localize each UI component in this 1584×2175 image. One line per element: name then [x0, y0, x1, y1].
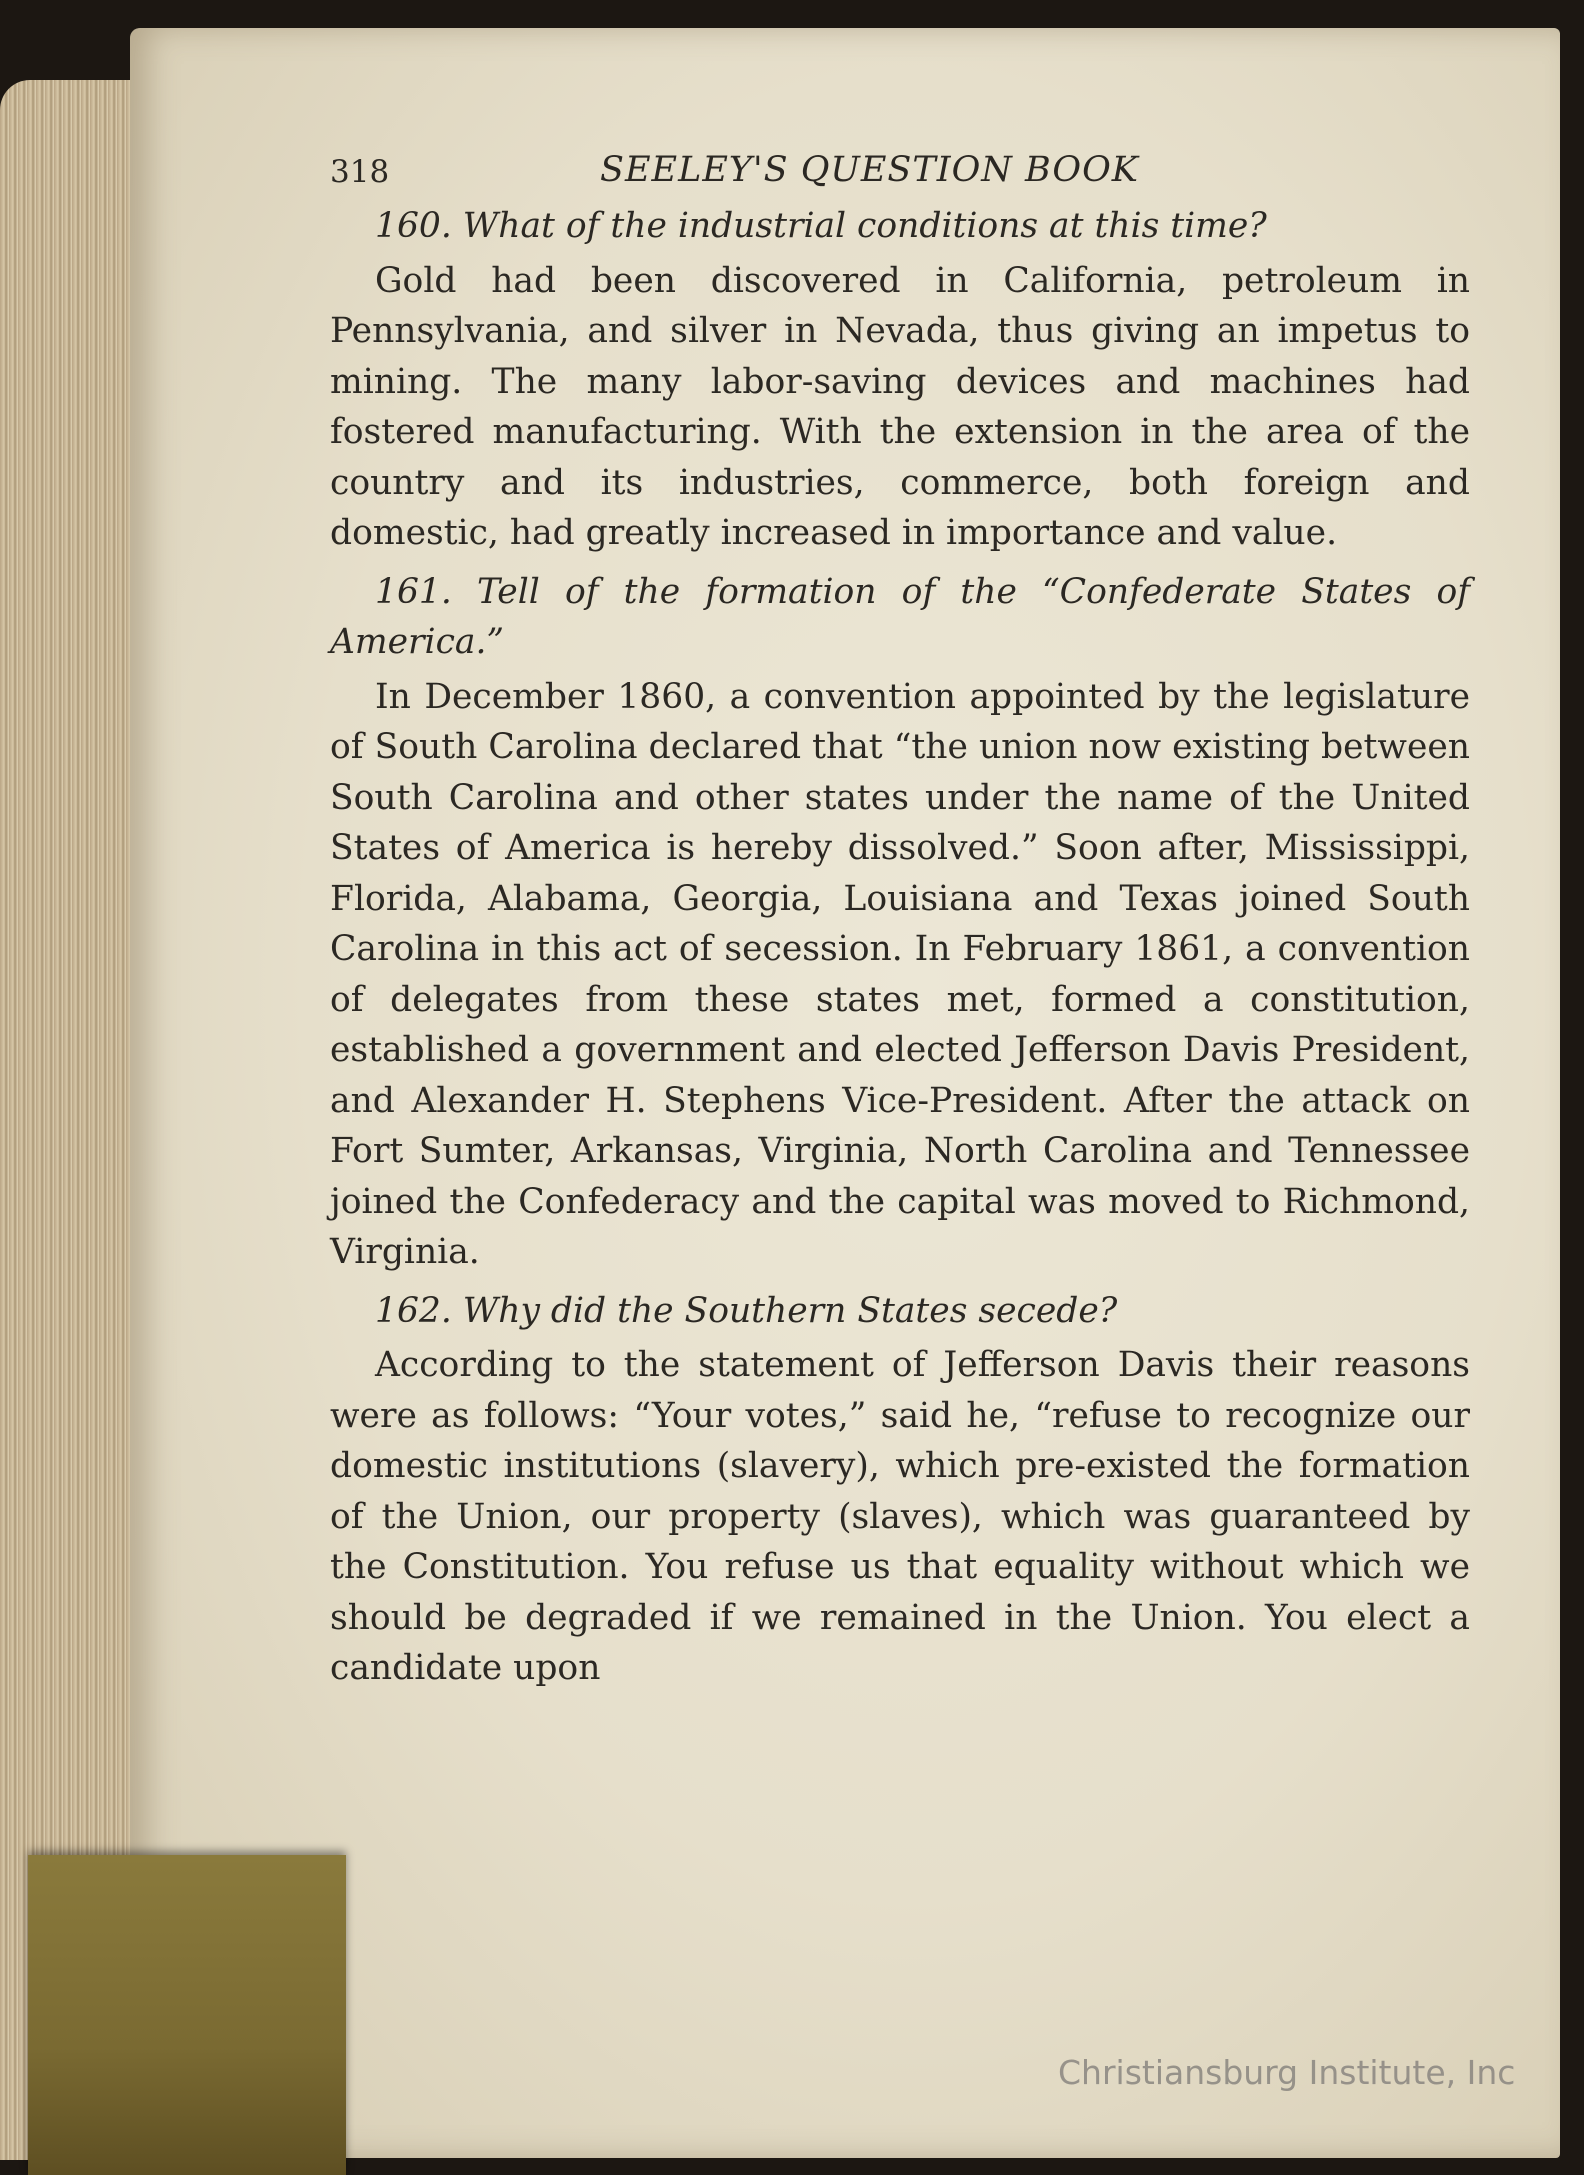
page-number: 318 — [330, 154, 390, 190]
question-162: 162. Why did the Southern States secede? — [375, 1290, 1118, 1331]
bookmark-tab — [28, 1855, 346, 2175]
watermark: Christiansburg Institute, Inc — [1058, 2053, 1516, 2092]
question-160: 160. What of the industrial conditions at this time? — [375, 206, 1267, 246]
answer-160: Gold had been discovered in California, petroleum in Pennsylvania, and silver in Nevada, thus giving an impetus to mining. The many labor-saving devices and machines had fostered manufacturing. With the extension in the area of the country and its industries, commerce, both foreign and domestic, had greatly increased in importance and value. — [330, 260, 1470, 553]
answer-161: In December 1860, a convention appointed by the legislature of South Carolina declared that “the union now existing between South Carolina and other states under the name of the United States of America is hereby dissolved.” Soon after, Mississippi, Florida, Alabama, Georgia, Louisiana and Texas joined South Carolina in this act of secession. In February 1861, a convention of delegates from these states met, formed a constitution, established a government and elected Jefferson Davis President, and Alexander H. Stephens Vice-President. After the attack on Fort Sumter, Arkansas, Virginia, North Carolina and Tennessee joined the Confederacy and the capital was moved to Richmond, Virginia. — [330, 676, 1470, 1272]
answer-162: According to the statement of Jefferson Davis their reasons were as follows: “Your votes,” said he, “refuse to recognize our domestic institutions (slavery), which pre-existed the formation of the Union, our property (slaves), which was guaranteed by the Constitution. You refuse us that equality without which we should be degraded if we remained in the Union. You elect a candidate upon — [330, 1345, 1470, 1688]
book-page-edges — [0, 80, 150, 2160]
page-header — [330, 135, 1470, 195]
question-161: 161. Tell of the formation of the “Confederate States of America.” — [330, 571, 1470, 662]
page-text — [330, 135, 1470, 1702]
running-head: SEELEY'S QUESTION BOOK — [600, 150, 1139, 190]
